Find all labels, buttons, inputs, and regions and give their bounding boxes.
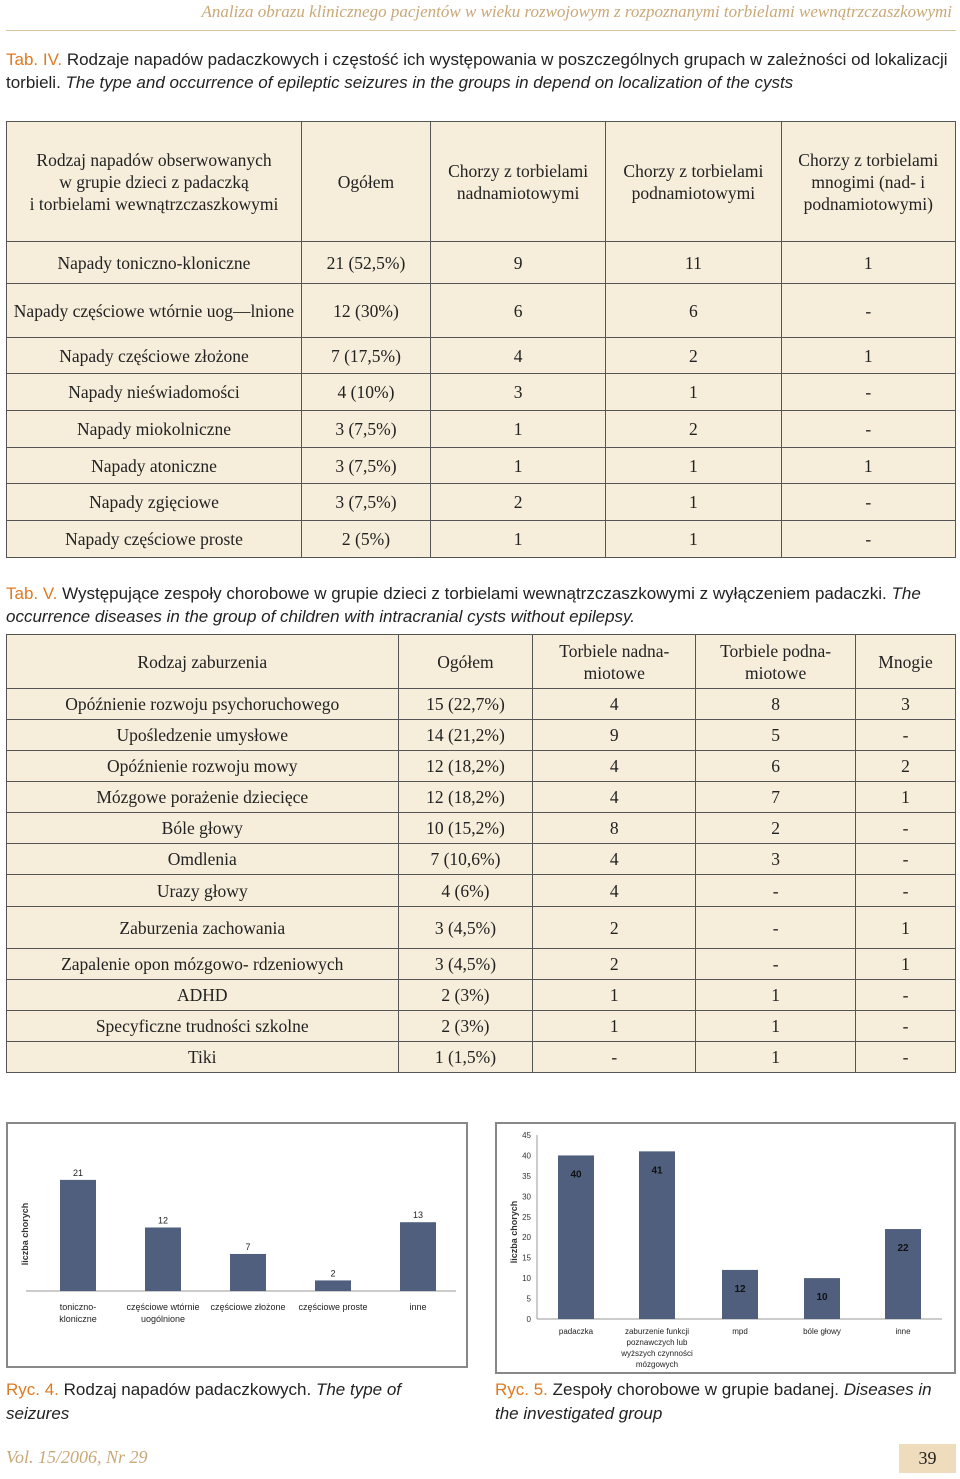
chart2-ytick-label: 40 bbox=[522, 1151, 531, 1161]
header-line: w grupie dzieci z padaczką bbox=[59, 171, 249, 192]
chart1-bar bbox=[400, 1222, 436, 1291]
table5-row bbox=[7, 1042, 956, 1073]
table5-cell: 3 bbox=[696, 844, 856, 875]
table5-cell: 10 (15,2%) bbox=[398, 813, 533, 844]
header-line: Chorzy z torbielami bbox=[798, 149, 939, 170]
table4-cell: Napady atoniczne bbox=[7, 448, 302, 484]
table4-cell: 1 bbox=[430, 521, 605, 558]
table5-row bbox=[7, 1011, 956, 1042]
running-title: Analiza obrazu klinicznego pacjentów w wieku rozwojowym z rozpoznanymi torbielami wewnątrzczaszkowymi bbox=[201, 2, 952, 21]
figure4-caption bbox=[6, 1378, 468, 1426]
table5-cell: 1 bbox=[856, 782, 956, 813]
table5-header-infratentorial bbox=[696, 635, 856, 689]
table5-cell: 2 bbox=[696, 813, 856, 844]
table5-row bbox=[7, 813, 956, 844]
table4 bbox=[6, 121, 956, 558]
table5-cell: 12 (18,2%) bbox=[398, 782, 533, 813]
table4-cell: 1 bbox=[781, 338, 955, 374]
table4-cell: 1 bbox=[606, 484, 781, 521]
figure5-label: Ryc. 5. bbox=[495, 1380, 548, 1399]
table4-cell: 7 (17,5%) bbox=[302, 338, 431, 374]
chart2-data-label: 40 bbox=[570, 1169, 582, 1181]
chart2-category-label: zaburzenie funkcji bbox=[624, 1327, 690, 1336]
table4-cell: Napady toniczno-kloniczne bbox=[7, 242, 302, 284]
table5-row bbox=[7, 720, 956, 751]
header-line: Torbiele nadna- bbox=[559, 640, 670, 661]
table4-row bbox=[7, 411, 956, 448]
table5-cell: 1 bbox=[533, 1011, 696, 1042]
table5-cell: Tiki bbox=[7, 1042, 399, 1073]
footer-volume: Vol. 15/2006, Nr 29 bbox=[6, 1447, 148, 1467]
table4-cell: 4 (10%) bbox=[302, 374, 431, 411]
table5-header-type: Rodzaj zaburzenia bbox=[7, 635, 399, 689]
table5-cell: - bbox=[856, 720, 956, 751]
table5-cell: 4 bbox=[533, 782, 696, 813]
header-line: mnogimi (nad- i bbox=[811, 171, 926, 192]
table5-cell: 4 bbox=[533, 875, 696, 907]
chart2-ytick-label: 5 bbox=[526, 1294, 531, 1304]
table5-cell: - bbox=[856, 875, 956, 907]
figure5-caption bbox=[495, 1378, 956, 1426]
table5-cell: 12 (18,2%) bbox=[398, 751, 533, 782]
table5-row bbox=[7, 875, 956, 907]
table5-cell: Specyficzne trudności szkolne bbox=[7, 1011, 399, 1042]
chart2-category-label: bóle głowy bbox=[803, 1327, 841, 1336]
table5-cell: 7 (10,6%) bbox=[398, 844, 533, 875]
table4-cell: 1 bbox=[781, 448, 955, 484]
figure5-title-en: Diseases in the investigated group bbox=[495, 1380, 932, 1423]
chart1-data-label: 7 bbox=[245, 1241, 251, 1252]
table4-cell: - bbox=[781, 521, 955, 558]
table4-header-supratentorial bbox=[430, 122, 605, 242]
table4-cell: 1 bbox=[430, 448, 605, 484]
table4-cell: 2 bbox=[430, 484, 605, 521]
table5-row bbox=[7, 782, 956, 813]
table4-cell: 4 bbox=[430, 338, 605, 374]
table4-header-total: Ogółem bbox=[302, 122, 431, 242]
chart1-bar bbox=[315, 1280, 351, 1291]
table5-cell: Mózgowe porażenie dziecięce bbox=[7, 782, 399, 813]
table5-cell: 2 bbox=[533, 949, 696, 980]
chart1-category-label: częściowe proste bbox=[298, 1302, 368, 1312]
table4-cell: 2 (5%) bbox=[302, 521, 431, 558]
table4-cell: Napady częściowe proste bbox=[7, 521, 302, 558]
table4-cell: Napady częściowe wtórnie uog—lnione bbox=[7, 284, 302, 338]
table5-cell: 4 bbox=[533, 689, 696, 720]
table5-row bbox=[7, 689, 956, 720]
header-line: miotowe bbox=[583, 662, 645, 683]
table5-label: Tab. V. bbox=[6, 584, 58, 603]
figure4-title-en: The type of seizures bbox=[6, 1380, 402, 1423]
table5-header-total: Ogółem bbox=[398, 635, 533, 689]
figure4-chart bbox=[6, 1122, 468, 1368]
header-line: Torbiele podna- bbox=[720, 640, 832, 661]
chart1-category-label: toniczno- bbox=[59, 1302, 97, 1312]
chart1-category-label: uogólnione bbox=[140, 1314, 186, 1324]
table5-cell: - bbox=[696, 949, 856, 980]
figure5-svg bbox=[497, 1124, 954, 1372]
table4-cell: 3 (7,5%) bbox=[302, 448, 431, 484]
chart1-category-label: kloniczne bbox=[59, 1314, 97, 1324]
table5-row bbox=[7, 980, 956, 1011]
table5-cell: Zaburzenia zachowania bbox=[7, 907, 399, 949]
table4-header-infratentorial bbox=[606, 122, 781, 242]
table5-header-row bbox=[7, 635, 956, 689]
table5-cell: 8 bbox=[533, 813, 696, 844]
table5-cell: 4 bbox=[533, 751, 696, 782]
chart2-bar bbox=[639, 1151, 675, 1319]
table4-cell: 3 (7,5%) bbox=[302, 411, 431, 448]
table5-title-pl: Występujące zespoły chorobowe w grupie dzieci z torbielami wewnątrzczaszkowymi z wyłączeniem padaczki. bbox=[57, 584, 892, 603]
figure5-chart bbox=[495, 1122, 956, 1374]
table5-header-supratentorial bbox=[533, 635, 696, 689]
table5-cell: - bbox=[696, 875, 856, 907]
chart2-data-label: 12 bbox=[734, 1283, 746, 1295]
table5-caption bbox=[6, 582, 956, 628]
table4-cell: - bbox=[781, 411, 955, 448]
table4-title-en: The type and occurrence of epileptic seizures in the groups in depend on localization of the cysts bbox=[65, 73, 794, 92]
table4-cell: Napady miokolniczne bbox=[7, 411, 302, 448]
table4-cell: - bbox=[781, 484, 955, 521]
table4-title-pl: Rodzaje napadów padaczkowych i częstość ich występowania w poszczególnych grupach w zależności od lokalizacji torbieli. bbox=[6, 50, 948, 92]
table5-cell: 9 bbox=[533, 720, 696, 751]
header-line: miotowe bbox=[744, 662, 807, 683]
table4-body bbox=[7, 242, 956, 558]
chart1-data-label: 13 bbox=[412, 1210, 424, 1221]
table4-row bbox=[7, 338, 956, 374]
chart1-data-label: 12 bbox=[157, 1215, 169, 1226]
table5-cell: Omdlenia bbox=[7, 844, 399, 875]
table5-cell: 2 (3%) bbox=[398, 1011, 533, 1042]
chart2-ytick-label: 15 bbox=[522, 1253, 531, 1263]
chart2-category-label: mózgowych bbox=[635, 1360, 679, 1369]
table4-row bbox=[7, 242, 956, 284]
table5-cell: 1 bbox=[856, 949, 956, 980]
chart1-ylabel: liczba chorych bbox=[20, 1202, 30, 1266]
chart1-bar bbox=[145, 1228, 181, 1292]
table4-cell: 1 bbox=[606, 374, 781, 411]
table5-cell: 2 bbox=[533, 907, 696, 949]
chart2-category-label: padaczka bbox=[558, 1327, 594, 1336]
table5-cell: Opóźnienie rozwoju psychoruchowego bbox=[7, 689, 399, 720]
table5-cell: - bbox=[696, 907, 856, 949]
table4-caption bbox=[6, 48, 956, 94]
header-line: nadnamiotowymi bbox=[456, 182, 580, 203]
table4-cell: 1 bbox=[430, 411, 605, 448]
table5-cell: 3 (4,5%) bbox=[398, 907, 533, 949]
table5-cell: 7 bbox=[696, 782, 856, 813]
header-line: Chorzy z torbielami bbox=[448, 160, 589, 181]
header-line: Rodzaj napadów obserwowanych bbox=[36, 149, 272, 170]
table5-cell: 2 (3%) bbox=[398, 980, 533, 1011]
table5-cell: Urazy głowy bbox=[7, 875, 399, 907]
chart1-bar bbox=[60, 1180, 96, 1291]
header-line: i torbielami wewnątrzczaszkowymi bbox=[29, 193, 279, 214]
table4-cell: 6 bbox=[606, 284, 781, 338]
chart2-ytick-label: 0 bbox=[526, 1315, 531, 1324]
table4-cell: 3 (7,5%) bbox=[302, 484, 431, 521]
table5-cell: - bbox=[856, 844, 956, 875]
chart2-data-label: 22 bbox=[897, 1243, 909, 1255]
table5-cell: - bbox=[856, 813, 956, 844]
table4-cell: - bbox=[781, 374, 955, 411]
header-rule bbox=[6, 30, 956, 31]
chart1-data-label: 21 bbox=[72, 1167, 84, 1178]
table5-cell: Zapalenie opon mózgowo- rdzeniowych bbox=[7, 949, 399, 980]
table4-cell: Napady nieświadomości bbox=[7, 374, 302, 411]
table5-cell: Opóźnienie rozwoju mowy bbox=[7, 751, 399, 782]
chart1-category-label: częściowe złożone bbox=[210, 1302, 286, 1312]
chart1-data-label: 2 bbox=[330, 1268, 336, 1279]
chart2-category-label: inne bbox=[895, 1327, 911, 1336]
page-number: 39 bbox=[899, 1444, 956, 1473]
chart1-category-label: inne bbox=[409, 1302, 427, 1312]
table5-cell: 3 bbox=[856, 689, 956, 720]
chart2-ytick-label: 35 bbox=[522, 1171, 531, 1181]
chart2-data-label: 10 bbox=[816, 1292, 828, 1304]
table4-label: Tab. IV. bbox=[6, 50, 63, 69]
table4-row bbox=[7, 284, 956, 338]
table5-row bbox=[7, 751, 956, 782]
table4-cell: - bbox=[781, 284, 955, 338]
table5-row bbox=[7, 844, 956, 875]
chart2-ytick-label: 10 bbox=[522, 1274, 531, 1284]
table4-row bbox=[7, 448, 956, 484]
table5-cell: 1 bbox=[856, 907, 956, 949]
chart2-ytick-label: 25 bbox=[522, 1212, 531, 1222]
table5-cell: 4 (6%) bbox=[398, 875, 533, 907]
table4-header-multiple bbox=[781, 122, 955, 242]
table4-cell: Napady zgięciowe bbox=[7, 484, 302, 521]
table5-title-en: The occurrence diseases in the group of children with intracranial cysts without epilepsy. bbox=[6, 584, 921, 626]
header-line: podnamiotowymi) bbox=[803, 193, 933, 214]
table5-cell: - bbox=[533, 1042, 696, 1073]
figure4-svg bbox=[8, 1124, 466, 1366]
table5-cell: 1 bbox=[696, 1011, 856, 1042]
table4-row bbox=[7, 484, 956, 521]
chart2-category-label: poznawczych lub bbox=[626, 1338, 688, 1347]
table4-cell: 1 bbox=[781, 242, 955, 284]
table4-cell: 9 bbox=[430, 242, 605, 284]
table4-cell: 6 bbox=[430, 284, 605, 338]
figure4-label: Ryc. 4. bbox=[6, 1380, 59, 1399]
chart2-ytick-label: 45 bbox=[522, 1131, 531, 1140]
table5-header-multiple: Mnogie bbox=[856, 635, 956, 689]
table4-row bbox=[7, 521, 956, 558]
table4-row bbox=[7, 374, 956, 411]
chart2-ytick-label: 20 bbox=[522, 1233, 531, 1243]
table5-cell: 3 (4,5%) bbox=[398, 949, 533, 980]
table5-row bbox=[7, 907, 956, 949]
table5-cell: 14 (21,2%) bbox=[398, 720, 533, 751]
table5-cell: - bbox=[856, 980, 956, 1011]
table5 bbox=[6, 634, 956, 1073]
table5-cell: Upośledzenie umysłowe bbox=[7, 720, 399, 751]
table5-cell: 6 bbox=[696, 751, 856, 782]
table5-cell: ADHD bbox=[7, 980, 399, 1011]
table5-cell: 1 (1,5%) bbox=[398, 1042, 533, 1073]
table5-cell: 2 bbox=[856, 751, 956, 782]
table5-cell: Bóle głowy bbox=[7, 813, 399, 844]
table4-cell: 11 bbox=[606, 242, 781, 284]
table5-body bbox=[7, 689, 956, 1073]
table4-cell: Napady częściowe złożone bbox=[7, 338, 302, 374]
figure4-title-pl: Rodzaj napadów padaczkowych. bbox=[58, 1380, 316, 1399]
table4-cell: 2 bbox=[606, 411, 781, 448]
chart2-ylabel: liczba chorych bbox=[509, 1200, 519, 1264]
header-line: Chorzy z torbielami bbox=[623, 160, 764, 181]
chart2-category-label: mpd bbox=[732, 1327, 748, 1336]
table5-cell: 8 bbox=[696, 689, 856, 720]
chart2-ytick-label: 30 bbox=[522, 1192, 531, 1202]
header-line: podnamiotowymi bbox=[631, 182, 756, 203]
table4-cell: 2 bbox=[606, 338, 781, 374]
table4-header-type bbox=[7, 122, 302, 242]
table4-cell: 12 (30%) bbox=[302, 284, 431, 338]
chart1-bar bbox=[230, 1254, 266, 1291]
table5-cell: - bbox=[856, 1011, 956, 1042]
table5-cell: 1 bbox=[533, 980, 696, 1011]
table4-header-row bbox=[7, 122, 956, 242]
table5-cell: 15 (22,7%) bbox=[398, 689, 533, 720]
table5-cell: 1 bbox=[696, 1042, 856, 1073]
chart1-category-label: częściowe wtórnie bbox=[126, 1302, 200, 1312]
table4-cell: 1 bbox=[606, 448, 781, 484]
chart2-data-label: 41 bbox=[651, 1165, 663, 1177]
figure5-title-pl: Zespoły chorobowe w grupie badanej. bbox=[547, 1380, 844, 1399]
table4-cell: 3 bbox=[430, 374, 605, 411]
table5-cell: 1 bbox=[696, 980, 856, 1011]
table4-cell: 1 bbox=[606, 521, 781, 558]
table4-cell: 21 (52,5%) bbox=[302, 242, 431, 284]
table5-row bbox=[7, 949, 956, 980]
table5-cell: 5 bbox=[696, 720, 856, 751]
chart2-category-label: wyższych czynności bbox=[621, 1349, 693, 1358]
table5-cell: 4 bbox=[533, 844, 696, 875]
table5-cell: - bbox=[856, 1042, 956, 1073]
